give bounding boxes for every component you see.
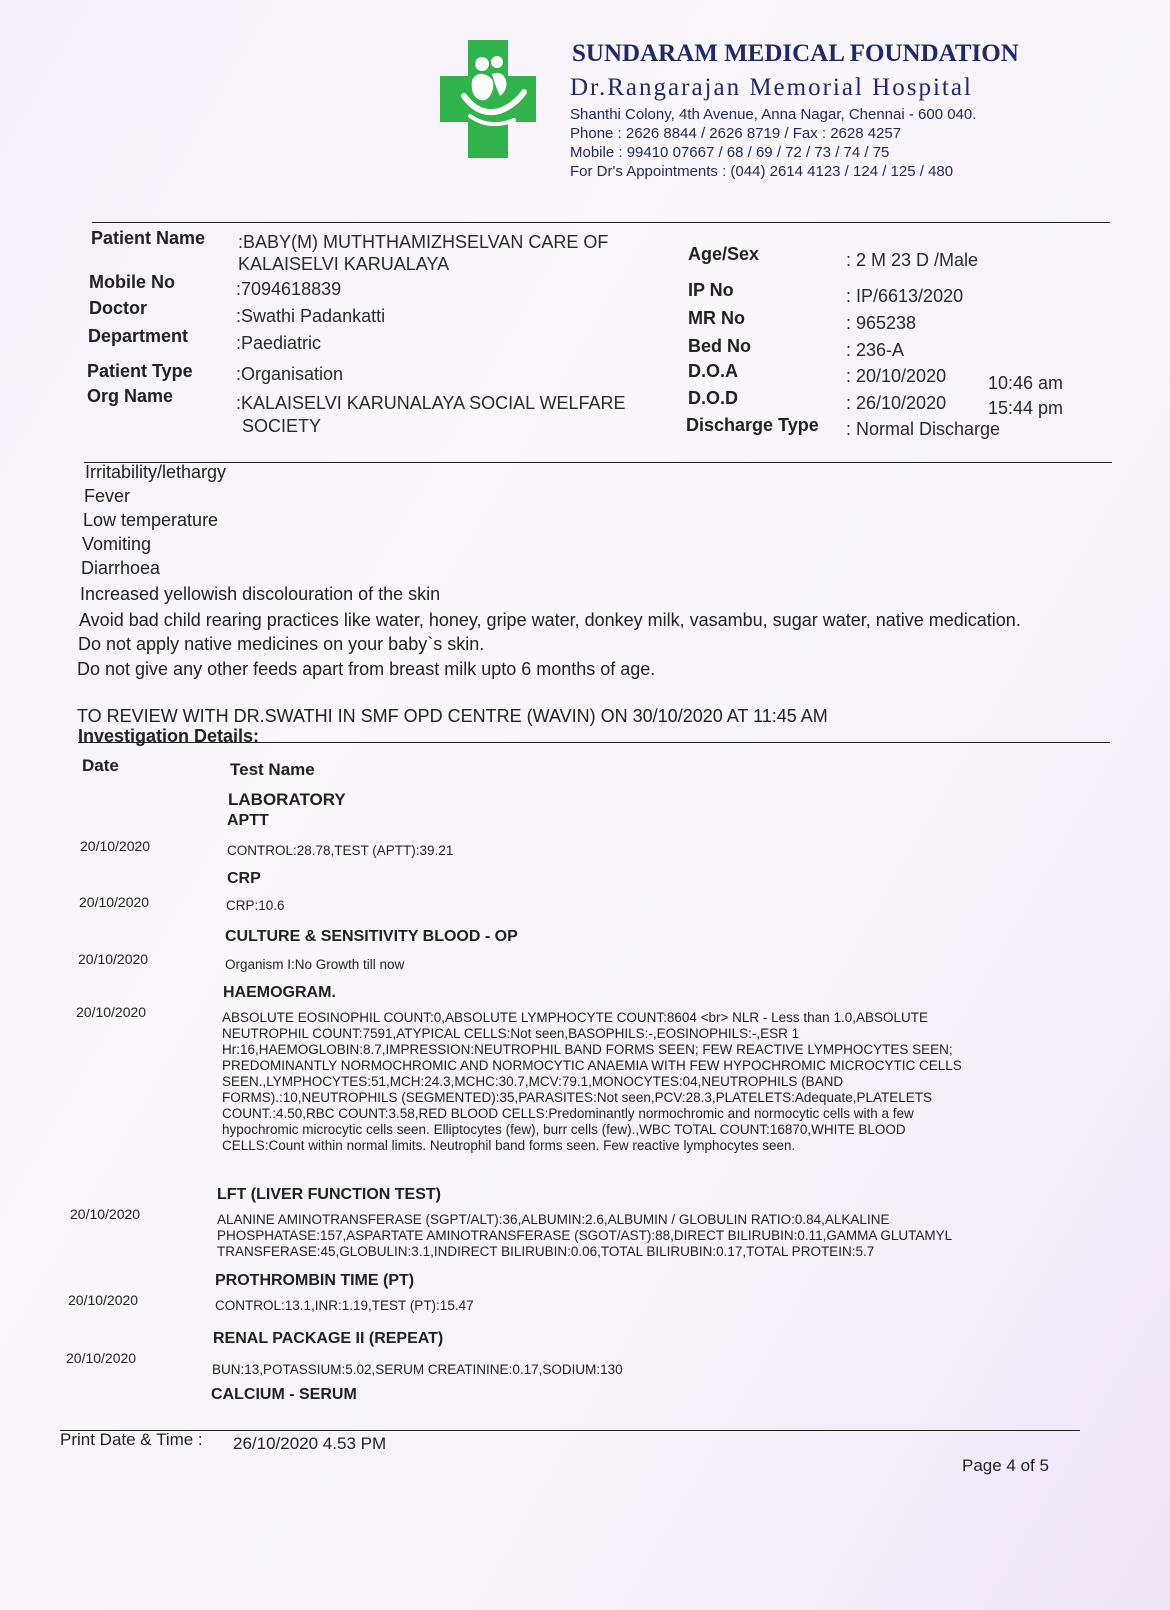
- doa-value: : 20/10/2020: [846, 366, 947, 386]
- test-result: Organism I:No Growth till now: [225, 957, 405, 972]
- test-result: CRP:10.6: [226, 898, 285, 913]
- discharge-type-label: Discharge Type: [686, 415, 819, 435]
- hospital-mobile: Mobile : 99410 07667 / 68 / 69 / 72 / 73 / 74 / 75: [570, 144, 890, 161]
- test-name-column-header: Test Name: [230, 760, 315, 779]
- test-name: CRP: [227, 870, 261, 887]
- dod-value: : 26/10/2020: [846, 393, 947, 413]
- dod-time: 15:44 pm: [988, 398, 1064, 418]
- test-date: 20/10/2020: [76, 1004, 147, 1020]
- patient-type-value: :Organisation: [236, 364, 344, 384]
- mr-no-label: MR No: [688, 308, 745, 328]
- test-name: APTT: [227, 812, 269, 829]
- laboratory-category: LABORATORY: [228, 790, 346, 809]
- test-date: 20/10/2020: [70, 1206, 141, 1222]
- test-name: PROTHROMBIN TIME (PT): [215, 1272, 415, 1289]
- result-line: PREDOMINANTLY NORMOCHROMIC AND NORMOCYTIC ANAEMIA WITH FEW HYPOCHROMIC MICROCYTIC CELLS: [222, 1058, 962, 1073]
- test-result: [217, 1212, 952, 1260]
- result-line: NEUTROPHIL COUNT:7591,ATYPICAL CELLS:Not seen,BASOPHILS:-,EOSINOPHILS:-,ESR 1: [222, 1026, 800, 1041]
- org-name-value-2: SOCIETY: [242, 416, 322, 436]
- hospital-name: Dr.Rangarajan Memorial Hospital: [570, 74, 973, 101]
- test-name: HAEMOGRAM.: [223, 984, 336, 1001]
- advice-line: Do not apply native medicines on your baby`s skin.: [78, 634, 485, 654]
- advice-line: Vomiting: [82, 534, 152, 554]
- age-sex-label: Age/Sex: [688, 244, 760, 264]
- result-line: ABSOLUTE EOSINOPHIL COUNT:0,ABSOLUTE LYMPHOCYTE COUNT:8604 <br> NLR - Less than 1.0,ABSOLUTE: [222, 1010, 928, 1025]
- test-result: BUN:13,POTASSIUM:5.02,SERUM CREATININE:0.17,SODIUM:130: [212, 1362, 623, 1377]
- result-line: PHOSPHATASE:157,ASPARTATE AMINOTRANSFERASE (SGOT/AST):88,DIRECT BILIRUBIN:0.11,GAMMA GLUTAMYL: [217, 1228, 953, 1243]
- patient-name-value-2: KALAISELVI KARUALAYA: [238, 254, 450, 274]
- mobile-value: :7094618839: [236, 279, 342, 299]
- result-line: ALANINE AMINOTRANSFERASE (SGPT/ALT):36,ALBUMIN:2.6,ALBUMIN / GLOBULIN RATIO:0.84,ALKALINE: [217, 1212, 890, 1227]
- test-date: 20/10/2020: [68, 1292, 139, 1308]
- org-name-value: :KALAISELVI KARUNALAYA SOCIAL WELFARE: [236, 393, 626, 413]
- test-date: 20/10/2020: [80, 838, 151, 854]
- result-line: Hr:16,HAEMOGLOBIN:8.7,IMPRESSION:NEUTROPHIL BAND FORMS SEEN; FEW REACTIVE LYMPHOCYTES SEEN;: [222, 1042, 953, 1057]
- org-name: SUNDARAM MEDICAL FOUNDATION: [572, 40, 1019, 67]
- test-date: 20/10/2020: [78, 951, 149, 967]
- print-date-label: Print Date & Time :: [60, 1430, 203, 1449]
- result-line: SEEN.,LYMPHOCYTES:51,MCH:24.3,MCHC:30.7,MCV:79.1,MONOCYTES:04,NEUTROPHILS (BAND: [222, 1074, 844, 1089]
- advice-line: Low temperature: [83, 510, 219, 530]
- test-result: CONTROL:28.78,TEST (APTT):39.21: [227, 843, 454, 858]
- patient-type-label: Patient Type: [87, 361, 193, 381]
- advice-line: Fever: [84, 486, 131, 506]
- advice-line: Do not give any other feeds apart from breast milk upto 6 months of age.: [77, 659, 656, 679]
- investigation-title: Investigation Details:: [78, 726, 260, 746]
- mr-no-value: : 965238: [846, 313, 917, 333]
- hospital-appointments: For Dr's Appointments : (044) 2614 4123 / 124 / 125 / 480: [570, 163, 954, 180]
- dod-label: D.O.D: [688, 388, 739, 408]
- test-name: CULTURE & SENSITIVITY BLOOD - OP: [225, 928, 518, 945]
- doa-label: D.O.A: [688, 361, 739, 381]
- advice-line: Increased yellowish discolouration of the skin: [80, 584, 441, 604]
- doctor-value: :Swathi Padankatti: [236, 306, 386, 326]
- patient-name-label: Patient Name: [91, 228, 206, 248]
- mobile-label: Mobile No: [89, 272, 175, 292]
- header-divider: [92, 222, 1110, 223]
- test-name: CALCIUM - SERUM: [211, 1386, 357, 1403]
- result-line: hypochromic microcytic cells seen. Elliptocytes (few), burr cells (few).,WBC TOTAL COUNT:16870,WHITE BLOOD: [222, 1122, 906, 1137]
- department-value: :Paediatric: [236, 333, 322, 353]
- test-date: 20/10/2020: [79, 894, 150, 910]
- test-result: CONTROL:13.1,INR:1.19,TEST (PT):15.47: [215, 1298, 474, 1313]
- test-result: [222, 1010, 962, 1154]
- result-line: FORMS).:10,NEUTROPHILS (SEGMENTED):35,PARASITES:Not seen,PCV:28.3,PLATELETS:Adequate,PLATELETS: [222, 1090, 932, 1105]
- test-name: LFT (LIVER FUNCTION TEST): [217, 1186, 441, 1203]
- bed-no-value: : 236-A: [846, 340, 905, 360]
- org-name-label: Org Name: [87, 386, 174, 406]
- age-sex-value: : 2 M 23 D /Male: [846, 250, 979, 270]
- page-number: Page 4 of 5: [962, 1456, 1049, 1475]
- department-label: Department: [88, 326, 189, 346]
- ip-no-label: IP No: [688, 280, 734, 300]
- ip-no-value: : IP/6613/2020: [846, 286, 964, 306]
- advice-line: Irritability/lethargy: [85, 462, 227, 482]
- patient-divider: [84, 462, 1112, 463]
- footer-divider: [60, 1430, 1080, 1431]
- hospital-address: Shanthi Colony, 4th Avenue, Anna Nagar, Chennai - 600 040.: [570, 106, 977, 123]
- review-note: TO REVIEW WITH DR.SWATHI IN SMF OPD CENTRE (WAVIN) ON 30/10/2020 AT 11:45 AM: [77, 706, 828, 726]
- result-line: CELLS:Count within normal limits. Neutrophil band forms seen. Few reactive lymphocytes seen.: [222, 1138, 796, 1153]
- test-date: 20/10/2020: [66, 1350, 137, 1366]
- result-line: TRANSFERASE:45,GLOBULIN:3.1,INDIRECT BILIRUBIN:0.06,TOTAL BILIRUBIN:0.17,TOTAL PROTEIN:5.7: [217, 1244, 875, 1259]
- doctor-label: Doctor: [89, 298, 147, 318]
- bed-no-label: Bed No: [688, 336, 751, 356]
- patient-name-value: :BABY(M) MUTHTHAMIZHSELVAN CARE OF: [238, 232, 609, 252]
- discharge-type-value: : Normal Discharge: [846, 419, 1001, 439]
- print-date-value: 26/10/2020 4.53 PM: [233, 1434, 387, 1453]
- test-name: RENAL PACKAGE II (REPEAT): [213, 1330, 444, 1347]
- advice-line: Diarrhoea: [81, 558, 161, 578]
- hospital-phone: Phone : 2626 8844 / 2626 8719 / Fax : 2628 4257: [570, 125, 902, 142]
- doa-time: 10:46 am: [988, 373, 1064, 393]
- result-line: COUNT.:4.50,RBC COUNT:3.58,RED BLOOD CELLS:Predominantly normochromic and normocytic cells with a few: [222, 1106, 914, 1121]
- advice-line: Avoid bad child rearing practices like water, honey, gripe water, donkey milk, vasambu, sugar water, native medication.: [79, 610, 1021, 630]
- date-column-header: Date: [82, 756, 119, 775]
- hospital-logo: [440, 40, 536, 158]
